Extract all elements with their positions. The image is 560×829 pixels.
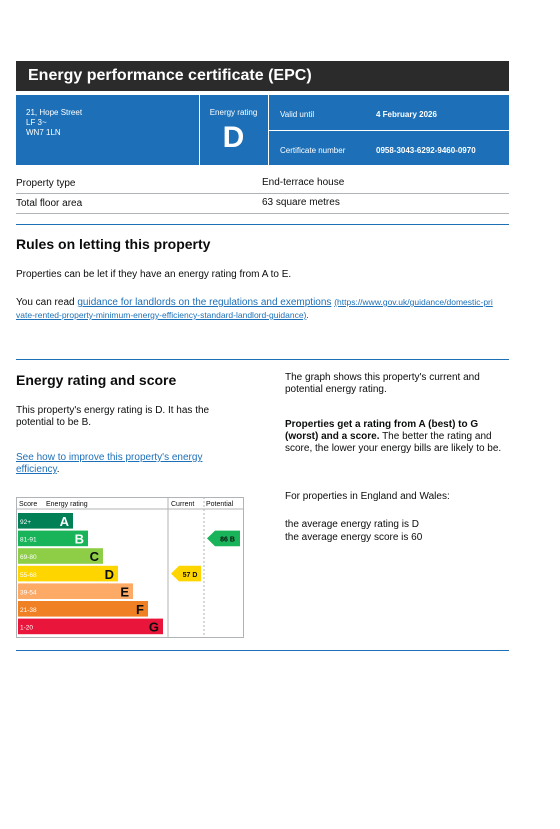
page-title: Energy performance certificate (EPC) xyxy=(16,61,509,91)
current-rating-label: 57 D xyxy=(182,571,198,579)
guidance-paragraph xyxy=(16,296,496,322)
band-letter: A xyxy=(59,514,69,529)
valid-until-label: Valid until xyxy=(280,110,315,119)
address-line: 21, Hope Street xyxy=(26,108,83,117)
band-letter: F xyxy=(136,602,144,617)
divider xyxy=(16,213,509,214)
current-header: Current xyxy=(171,501,195,508)
average-score-text: the average energy score is 60 xyxy=(285,532,423,543)
band-range-label: 81-91 xyxy=(20,536,37,544)
band-range-label: 69-80 xyxy=(20,554,37,562)
energy-rating-letter: D xyxy=(222,121,245,154)
property-type-value: End-terrace house xyxy=(262,177,345,188)
band-range-label: 55-68 xyxy=(20,571,37,579)
section-divider xyxy=(16,224,509,225)
improve-paragraph: See how to improve this property's energy efficiency. xyxy=(16,452,203,475)
energy-rating-paragraph: This property's energy rating is D. It has the potential to be B. xyxy=(16,405,210,428)
valid-until-value: 4 February 2026 xyxy=(376,110,437,119)
certificate-number-label: Certificate number xyxy=(280,146,346,155)
improve-efficiency-link[interactable]: See how to improve this property's energy efficiency xyxy=(16,452,203,475)
guidance-prefix: You can read xyxy=(16,297,78,308)
energy-rating-label: Energy rating xyxy=(209,108,258,117)
england-wales-text: For properties in England and Wales: xyxy=(285,491,450,502)
band-letter: B xyxy=(74,531,84,547)
band-letter: G xyxy=(148,619,159,635)
band-range-label: 92+ xyxy=(20,519,32,526)
band-range-label: 39-54 xyxy=(20,589,37,597)
energy-rating-header: Energy rating xyxy=(46,501,88,508)
rules-heading: Rules on letting this property xyxy=(16,236,211,252)
guidance-link[interactable]: guidance for landlords on the regulations and exemptions xyxy=(77,297,332,308)
section-divider xyxy=(16,359,509,360)
graph-explanation: The graph shows this property's current and potential energy rating. xyxy=(285,372,480,395)
band-letter: C xyxy=(89,549,99,565)
address-line: WN7 1LN xyxy=(26,128,61,137)
floor-area-value: 63 square metres xyxy=(262,197,340,208)
band-letter: E xyxy=(120,584,129,600)
property-type-label: Property type xyxy=(16,178,76,189)
divider xyxy=(16,193,509,194)
energy-heading: Energy rating and score xyxy=(16,372,177,388)
potential-rating-label: 86 B xyxy=(220,536,235,544)
band-range-label: 1-20 xyxy=(20,624,34,632)
section-divider xyxy=(16,650,509,651)
property-address xyxy=(26,108,82,138)
address-line: LF 3~ xyxy=(26,118,47,127)
score-header: Score xyxy=(19,501,38,508)
guidance-url-link[interactable]: (https://www.gov.uk/guidance/domestic-private-rented-property-minimum-energy-efficiency-standard-landlord-guidance) xyxy=(16,297,493,320)
band-range-label: 21-38 xyxy=(20,607,37,614)
certificate-summary xyxy=(16,95,509,165)
energy-rating-chart xyxy=(16,497,244,638)
guidance-suffix: . xyxy=(306,310,309,320)
rating-explanation-bold: Properties get a rating from A (best) to G (worst) and a score. xyxy=(285,419,479,442)
certificate-number-value: 0958-3043-6292-9460-0970 xyxy=(376,146,476,155)
divider xyxy=(268,130,509,131)
average-rating-text: the average energy rating is D xyxy=(285,519,419,530)
rating-band-g xyxy=(18,619,163,635)
potential-header: Potential xyxy=(206,501,234,508)
rating-explanation-rest: The better the rating and score, the lower your energy bills are likely to be. xyxy=(285,431,502,454)
rating-explanation xyxy=(285,419,510,455)
band-letter: D xyxy=(104,566,114,582)
rules-paragraph: Properties can be let if they have an energy rating from A to E. xyxy=(16,269,292,280)
rating-band-f xyxy=(18,601,148,617)
floor-area-label: Total floor area xyxy=(16,198,83,209)
